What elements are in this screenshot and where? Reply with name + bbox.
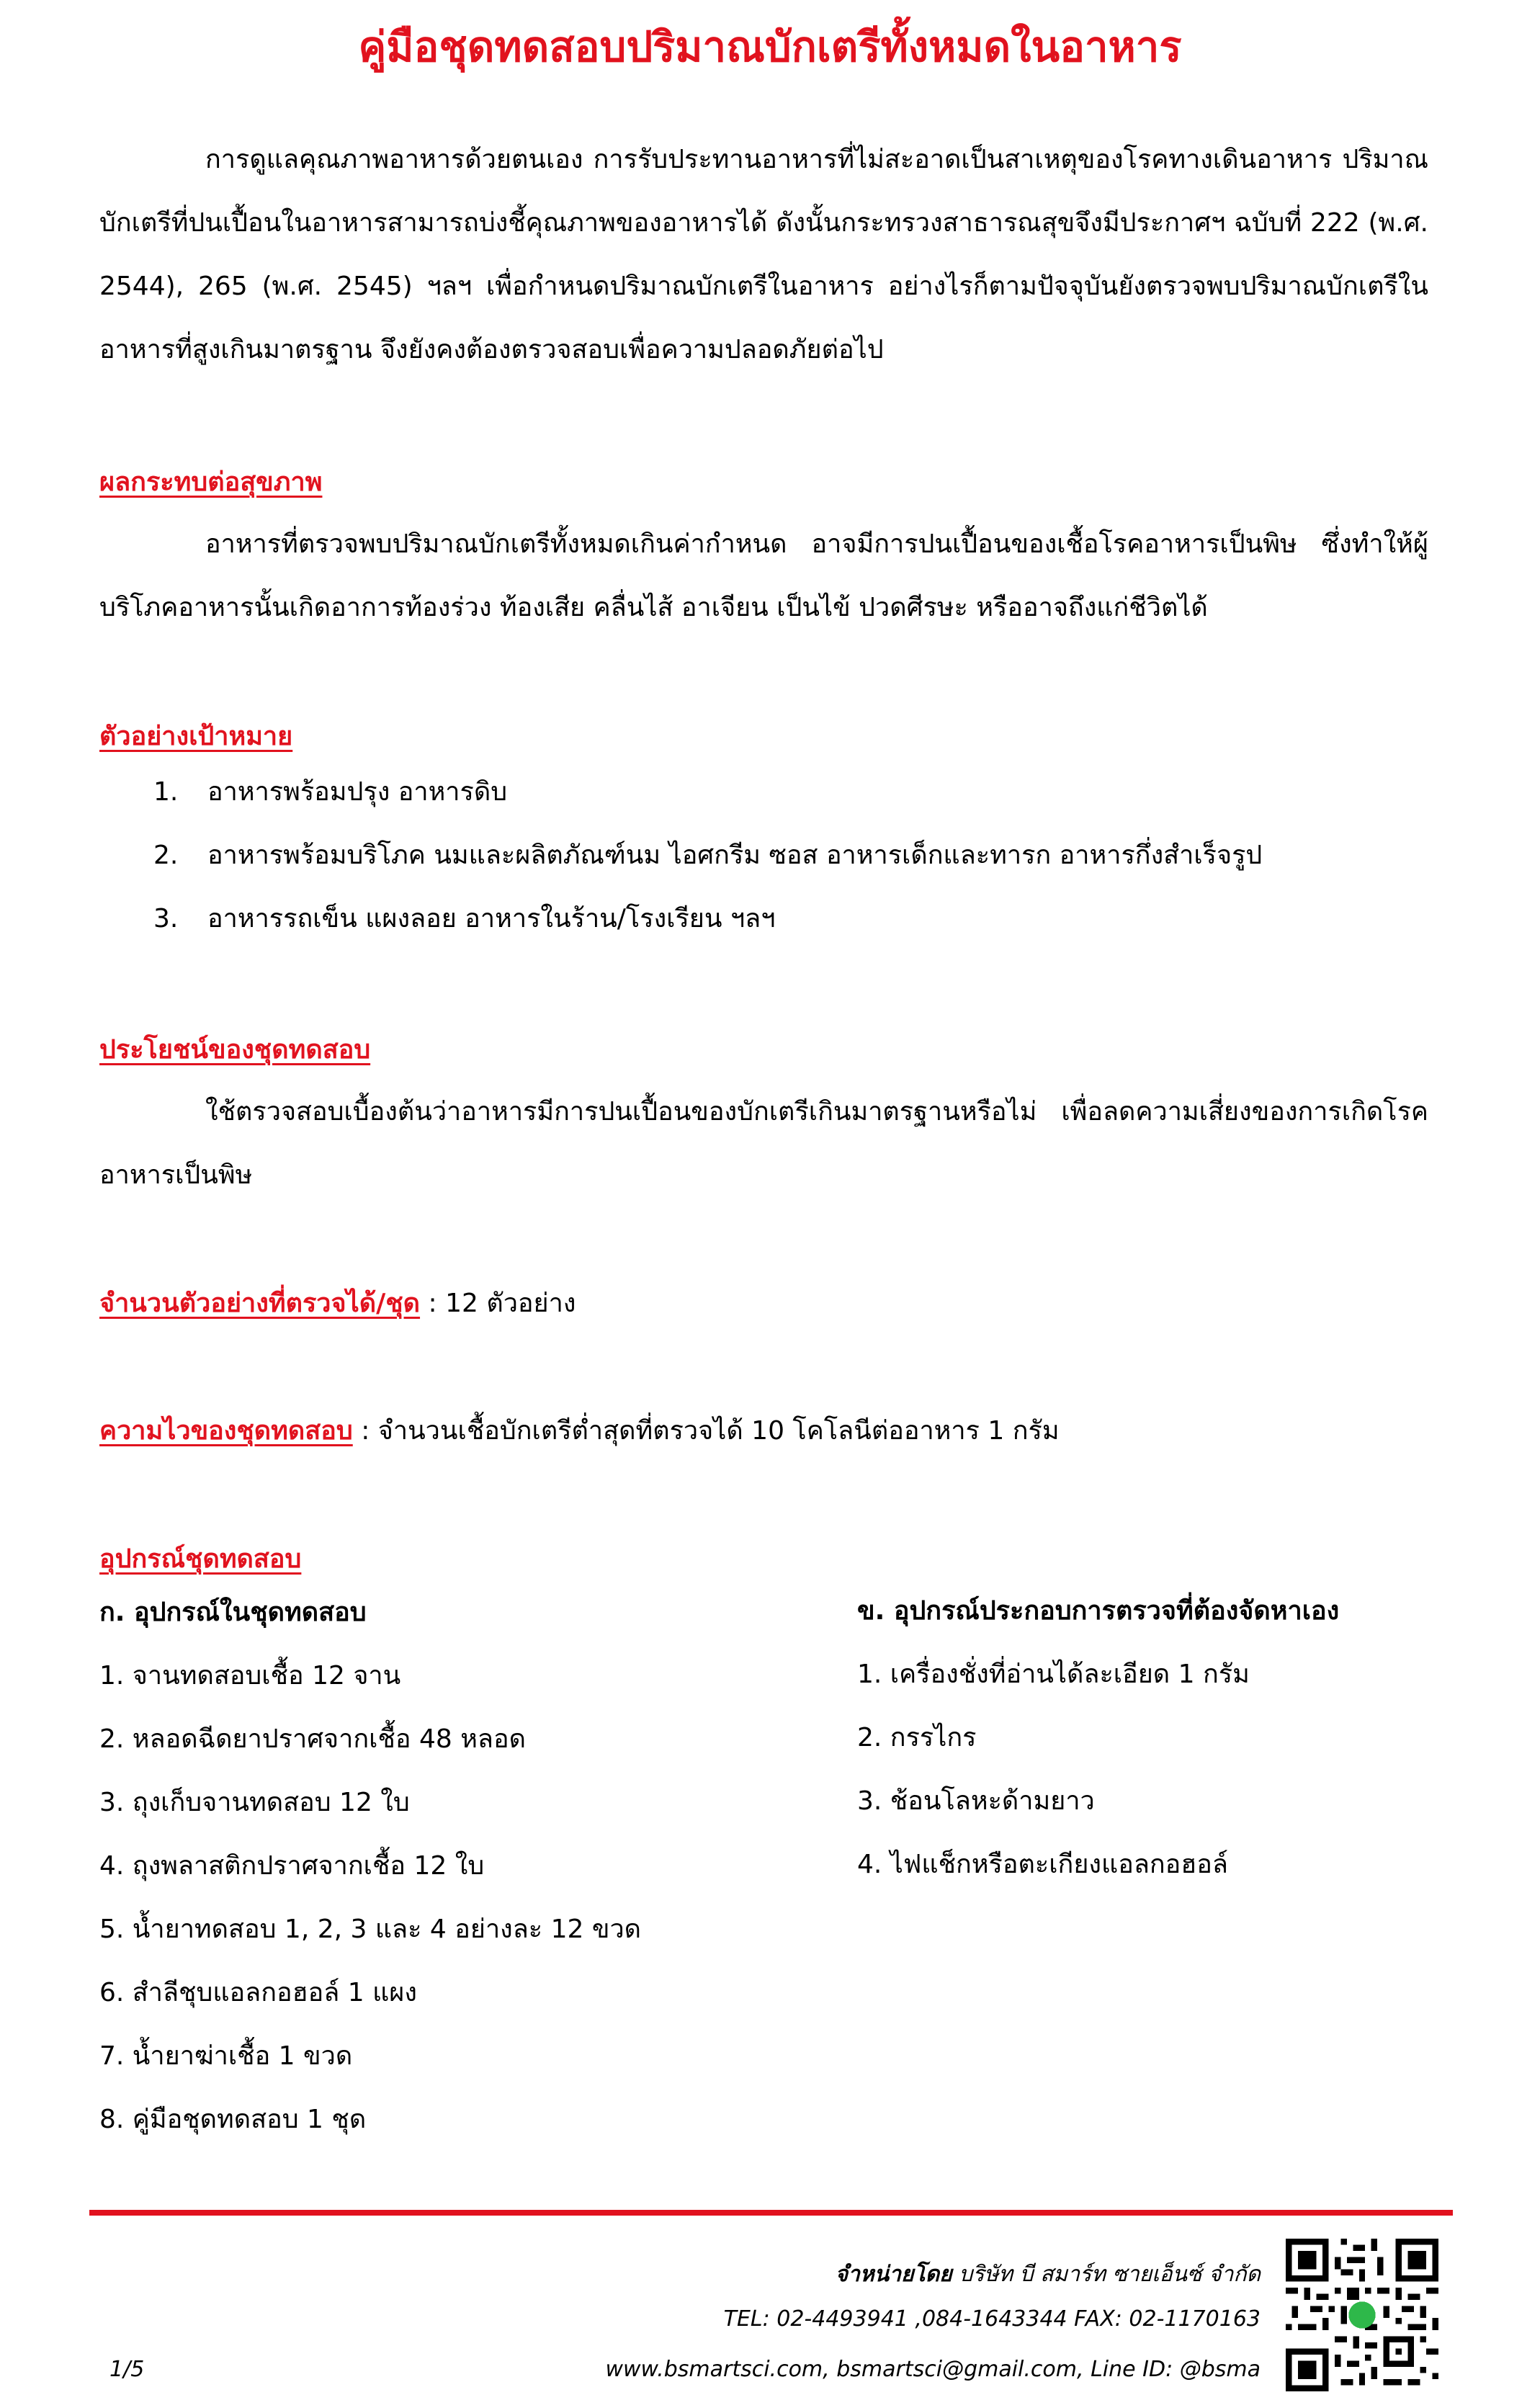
target-samples-heading: ตัวอย่างเป้าหมาย: [99, 722, 293, 751]
equipment-heading: อุปกรณ์ชุดทดสอบ: [99, 1544, 302, 1574]
footer-web: www.bsmartsci.com, bsmartsci@gmail.com, Line ID: @bsma: [605, 2357, 1261, 2382]
list-item: 7. น้ำยาฆ่าเชื้อ 1 ขวด: [99, 2041, 353, 2071]
page-title: คู่มือชุดทดสอบปริมาณบักเตรีทั้งหมดในอาหาร: [358, 22, 1182, 71]
list-item: 1. อาหารพร้อมปรุง อาหารดิบ: [153, 777, 508, 807]
footer-divider: [89, 2210, 1453, 2216]
distributor-label: จำหน่ายโดย: [835, 2262, 952, 2287]
list-item: 3. อาหารรถเข็น แผงลอย อาหารในร้าน/โรงเรียน ฯลฯ: [153, 904, 776, 933]
list-item: 2. อาหารพร้อมบริโภค นมและผลิตภัณฑ์นม ไอศกรีม ซอส อาหารเด็กและทารก อาหารกึ่งสำเร็จรูป: [153, 841, 1263, 870]
health-impact-heading: ผลกระทบต่อสุขภาพ: [99, 467, 323, 497]
list-item: 2. กรรไกร: [857, 1723, 977, 1752]
qr-code-icon: [1286, 2239, 1438, 2391]
in-kit-heading: ก. อุปกรณ์ในชุดทดสอบ: [99, 1598, 367, 1627]
benefits-heading: ประโยชน์ของชุดทดสอบ: [99, 1035, 371, 1065]
self-provided-equipment: [857, 1580, 1491, 1897]
sensitivity-value: : จำนวนเชื้อบักเตรีต่ำสุดที่ตรวจได้ 10 โคโลนีต่ออาหาร 1 กรัม: [352, 1416, 1060, 1446]
list-item: 6. สำลีชุบแอลกอฮอล์ 1 แผง: [99, 1978, 417, 2007]
self-provided-list: [857, 1643, 1491, 1897]
target-samples-list: [153, 761, 1262, 951]
list-item: 5. น้ำยาทดสอบ 1, 2, 3 และ 4 อย่างละ 12 ขวด: [99, 1915, 642, 1944]
page-number: 1/5: [109, 2357, 145, 2382]
list-item: 1. เครื่องชั่งที่อ่านได้ละเอียด 1 กรัม: [857, 1660, 1250, 1689]
benefits-paragraph: [99, 1080, 1428, 1207]
list-item: 4. ไฟแช็กหรือตะเกียงแอลกอฮอล์: [857, 1850, 1228, 1879]
sensitivity-line: [99, 1410, 1060, 1451]
list-item: 3. ถุงเก็บจานทดสอบ 12 ใบ: [99, 1788, 410, 1817]
sensitivity-label: ความไวของชุดทดสอบ: [99, 1416, 353, 1446]
distributor-name: บริษัท บี สมาร์ท ซายเอ็นซ์ จำกัด: [952, 2262, 1261, 2287]
self-provided-heading: ข. อุปกรณ์ประกอบการตรวจที่ต้องจัดหาเอง: [857, 1596, 1340, 1626]
list-item: 3. ช้อนโลหะด้ามยาว: [857, 1786, 1095, 1816]
health-impact-text: อาหารที่ตรวจพบปริมาณบักเตรีทั้งหมดเกินค่ากำหนด อาจมีการปนเปื้อนของเชื้อโรคอาหารเป็นพิษ ซึ่งทำให้ผู้บริโภคอาหารนั้นเกิดอาการท้องร่วง ท้องเสีย คลื่นไส้ อาเจียน เป็นไข้ ปวดศีรษะ หรืออาจถึงแก่ชีวิตได้: [99, 529, 1428, 622]
list-item: 2. หลอดฉีดยาปราศจากเชื้อ 48 หลอด: [99, 1724, 526, 1754]
footer-distributor: [835, 2257, 1261, 2291]
sample-count-value: : 12 ตัวอย่าง: [420, 1289, 576, 1318]
list-item: 8. คู่มือชุดทดสอบ 1 ชุด: [99, 2105, 367, 2134]
health-impact-paragraph: [99, 513, 1428, 640]
benefits-text: ใช้ตรวจสอบเบื้องต้นว่าอาหารมีการปนเปื้อนของบักเตรีเกินมาตรฐานหรือไม่ เพื่อลดความเสี่ยงของการเกิดโรคอาหารเป็นพิษ: [99, 1097, 1428, 1190]
footer-contact: TEL: 02-4493941 ,084-1643344 FAX: 02-1170163: [723, 2306, 1261, 2332]
intro-text: การดูแลคุณภาพอาหารด้วยตนเอง การรับประทานอาหารที่ไม่สะอาดเป็นสาเหตุของโรคทางเดินอาหาร ปริมาณบักเตรีที่ปนเปื้อนในอาหารสามารถบ่งชี้คุณภาพของอาหารได้ ดังนั้นกระทรวงสาธารณสุขจึงมีประกาศฯ ฉบับที่ 222 (พ.ศ. 2544), 265 (พ.ศ. 2545) ฯลฯ เพื่อกำหนดปริมาณบักเตรีในอาหาร อย่างไรก็ตามปัจจุบันยังตรวจพบปริมาณบักเตรีในอาหารที่สูงเกินมาตรฐาน จึงยังคงต้องตรวจสอบเพื่อความปลอดภัยต่อไป: [99, 145, 1428, 364]
list-item: 4. ถุงพลาสติกปราศจากเชื้อ 12 ใบ: [99, 1851, 485, 1881]
intro-paragraph: [99, 128, 1428, 382]
in-kit-list: [99, 1644, 820, 2152]
sample-count-label: จำนวนตัวอย่างที่ตรวจได้/ชุด: [99, 1289, 421, 1318]
sample-count-line: [99, 1282, 576, 1323]
in-kit-equipment: [99, 1581, 820, 2152]
list-item: 1. จานทดสอบเชื้อ 12 จาน: [99, 1661, 401, 1691]
